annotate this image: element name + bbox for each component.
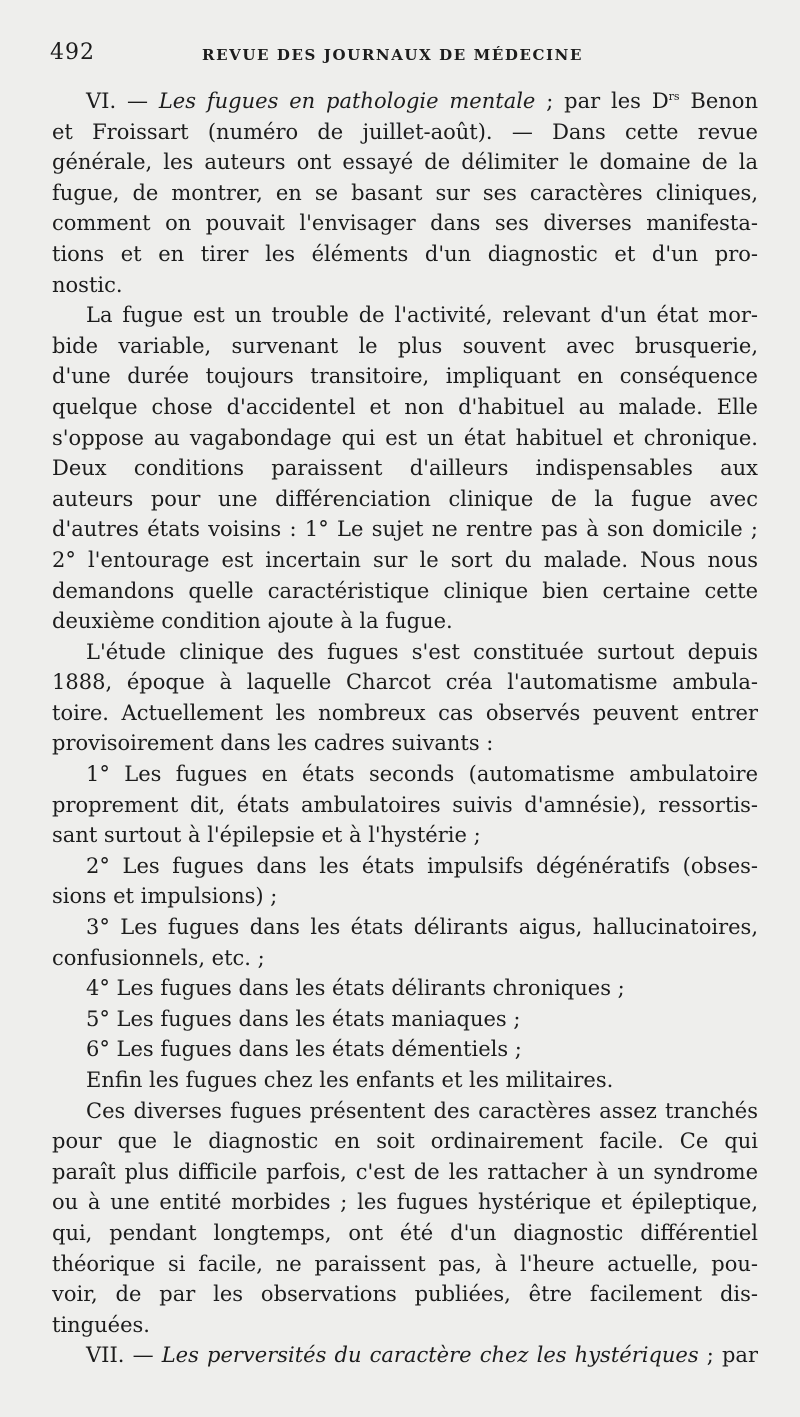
text-run: L'étude clinique des fugues s'est constituée surtout depuis — [86, 639, 758, 664]
text-line — [52, 1187, 758, 1218]
text-line — [52, 239, 758, 270]
text-line — [52, 1126, 758, 1157]
text-line — [52, 881, 758, 912]
text-run: 1888, époque à laquelle Charcot créa l'automatisme ambula- — [52, 670, 758, 695]
text-line — [52, 514, 758, 545]
text-line — [52, 117, 758, 148]
text-line — [52, 728, 758, 759]
text-run: Ces diverses fugues présentent des caractères assez tranchés — [86, 1098, 758, 1123]
text-run: VI. — — [86, 89, 159, 113]
text-line — [52, 912, 758, 943]
running-head: REVUE DES JOURNAUX DE MÉDECINE — [202, 46, 584, 64]
text-run: deuxième condition ajoute à la fugue. — [52, 609, 453, 634]
text-line — [52, 300, 758, 331]
text-run: proprement dit, états ambulatoires suivis d'amnésie), ressortis- — [52, 792, 758, 817]
text-line — [52, 943, 758, 974]
text-run: d'une durée toujours transitoire, impliquant en conséquence — [52, 364, 758, 389]
text-run: voir, de par les observations publiées, être facilement dis- — [52, 1282, 758, 1307]
text-run: Benon — [679, 89, 758, 113]
text-run: quelque chose d'accidentel et non d'habituel au malade. Elle — [52, 394, 758, 419]
text-line — [52, 361, 758, 392]
italic-title: Les perversités du caractère chez les hystériques — [161, 1343, 699, 1368]
text-run: sant surtout à l'épilepsie et à l'hystérie ; — [52, 823, 481, 848]
text-line — [52, 208, 758, 239]
text-run: théorique si facile, ne paraissent pas, à l'heure actuelle, pou- — [52, 1251, 758, 1276]
text-run: confusionnels, etc. ; — [52, 945, 265, 970]
text-run: VII. — — [86, 1343, 162, 1368]
text-run: bide variable, survenant le plus souvent avec brusquerie, — [52, 333, 758, 358]
text-run: pour que le diagnostic en soit ordinairement facile. Ce qui — [52, 1129, 758, 1154]
text-run: ; par — [698, 1343, 758, 1368]
text-run: qui, pendant longtemps, ont été d'un diagnostic différentiel — [52, 1220, 758, 1245]
text-run: s'oppose au vagabondage qui est un état habituel et chronique. — [52, 425, 758, 450]
text-line — [52, 851, 758, 882]
text-run: 2° l'entourage est incertain sur le sort du malade. Nous nous — [52, 547, 758, 572]
text-line — [52, 331, 758, 362]
text-line — [52, 698, 758, 729]
text-line — [52, 270, 758, 301]
text-line — [52, 820, 758, 851]
text-line — [52, 147, 758, 178]
text-run: Enfin les fugues chez les enfants et les militaires. — [86, 1068, 614, 1092]
text-line — [52, 1340, 758, 1371]
text-line — [52, 1218, 758, 1249]
text-line — [52, 637, 758, 668]
text-line — [52, 86, 758, 117]
text-line — [52, 178, 758, 209]
text-line — [52, 423, 758, 454]
text-line — [52, 606, 758, 637]
text-run: 1° Les fugues en états seconds (automatisme ambulatoire — [86, 762, 758, 787]
text-run: tions et en tirer les éléments d'un diagnostic et d'un pro- — [52, 241, 758, 266]
text-line — [52, 790, 758, 821]
italic-title: Les fugues en pathologie mentale — [158, 89, 536, 113]
text-run: 3° Les fugues dans les états délirants aigus, hallucinatoires, — [86, 915, 758, 940]
text-line — [52, 667, 758, 698]
text-run: nostic. — [52, 272, 123, 297]
text-line — [52, 1279, 758, 1310]
text-run: 2° Les fugues dans les états impulsifs dégénératifs (obses- — [86, 853, 758, 878]
text-line — [52, 1034, 758, 1065]
text-run: sions et impulsions) ; — [52, 884, 278, 909]
page-header — [50, 40, 760, 74]
text-run: 5° Les fugues dans les états maniaques ; — [86, 1006, 521, 1031]
text-line — [52, 1157, 758, 1188]
text-run: générale, les auteurs ont essayé de délimiter le domaine de la — [52, 150, 758, 175]
superscript: rs — [668, 90, 680, 103]
text-line — [52, 545, 758, 576]
text-run: et Froissart (numéro de juillet-août). — Dans cette revue — [52, 119, 758, 144]
text-run: tinguées. — [52, 1312, 150, 1337]
text-run: provisoirement dans les cadres suivants : — [52, 731, 494, 756]
text-line — [52, 1310, 758, 1341]
text-run: 6° Les fugues dans les états démentiels ; — [86, 1037, 522, 1062]
article-body — [52, 86, 758, 1371]
text-line — [52, 1249, 758, 1280]
text-run: ; par les D — [535, 89, 669, 113]
text-line — [52, 576, 758, 607]
text-run: comment on pouvait l'envisager dans ses diverses manifesta- — [52, 211, 758, 236]
text-run: auteurs pour une différenciation clinique de la fugue avec — [52, 486, 758, 511]
text-run: Deux conditions paraissent d'ailleurs indispensables aux — [52, 456, 758, 481]
text-line — [52, 453, 758, 484]
text-run: La fugue est un trouble de l'activité, relevant d'un état mor- — [86, 303, 758, 328]
text-line — [52, 759, 758, 790]
text-line — [52, 484, 758, 515]
text-run: d'autres états voisins : 1° Le sujet ne rentre pas à son domicile ; — [52, 517, 758, 542]
text-line — [52, 973, 758, 1004]
text-line — [52, 1004, 758, 1035]
page-number: 492 — [50, 40, 95, 65]
text-run: toire. Actuellement les nombreux cas observés peuvent entrer — [52, 700, 758, 725]
text-run: ou à une entité morbides ; les fugues hystérique et épileptique, — [52, 1190, 758, 1215]
text-line — [52, 1065, 758, 1096]
text-run: 4° Les fugues dans les états délirants chroniques ; — [86, 976, 625, 1001]
text-run: demandons quelle caractéristique clinique bien certaine cette — [52, 578, 758, 603]
text-line — [52, 1096, 758, 1127]
text-run: fugue, de montrer, en se basant sur ses caractères cliniques, — [52, 180, 758, 205]
text-line — [52, 392, 758, 423]
text-run: paraît plus difficile parfois, c'est de les rattacher à un syndrome — [52, 1159, 758, 1184]
